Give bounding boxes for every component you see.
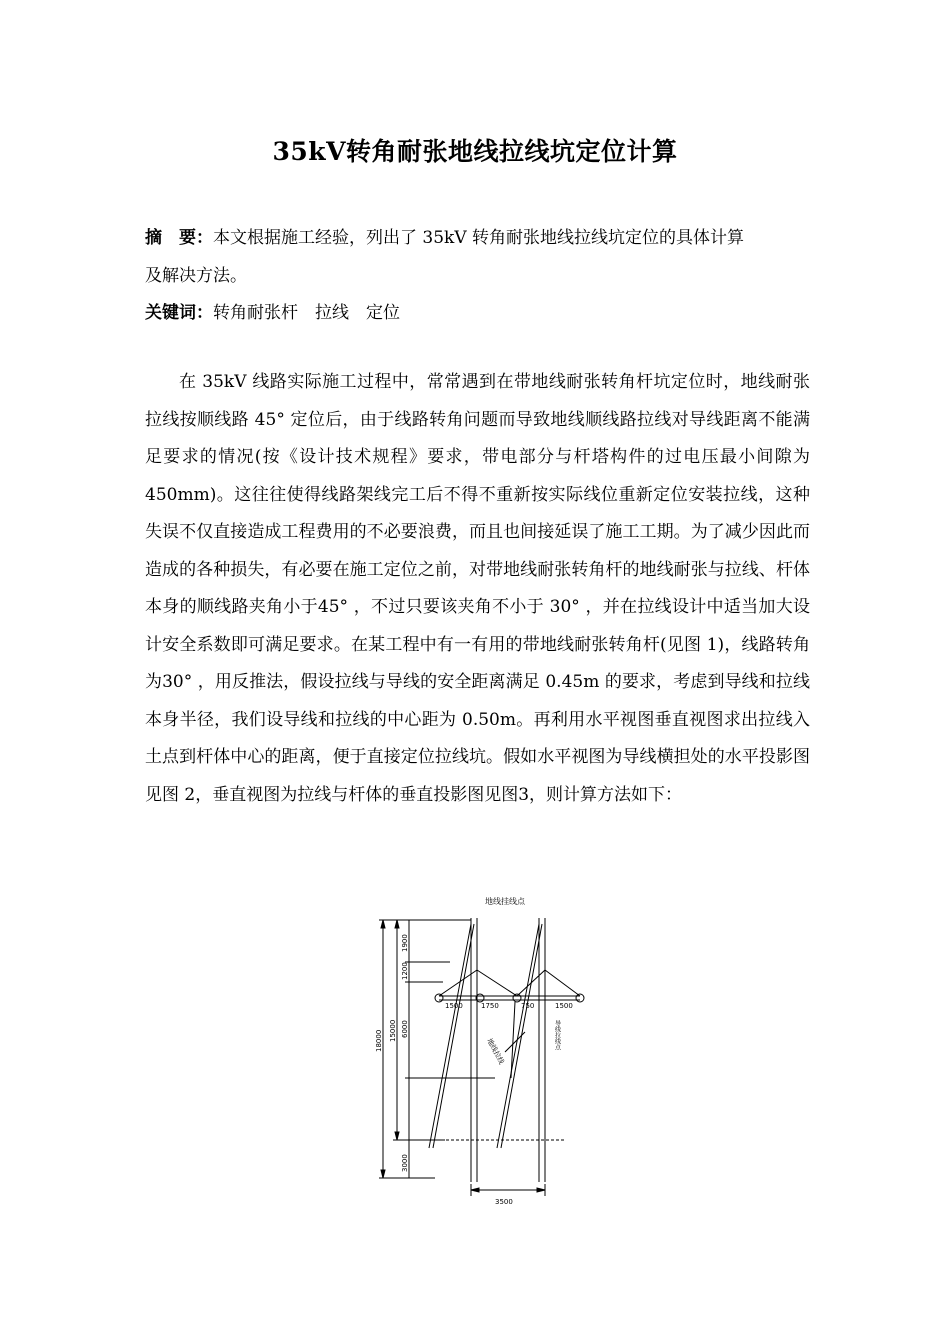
keywords-text: 转角耐张杆 拉线 定位 bbox=[213, 303, 400, 323]
figure-1-pole-drawing bbox=[375, 892, 585, 1207]
body-line: 为导线横担处的水平投影图见图 2，垂直视图为拉线与杆体的垂直投影图见图 bbox=[145, 747, 811, 805]
dim-3500: 3500 bbox=[495, 1198, 513, 1206]
dim-1200: 1200 bbox=[401, 962, 409, 980]
dim-3000: 3000 bbox=[401, 1154, 409, 1172]
dim-15000: 15000 bbox=[389, 1019, 397, 1042]
dim-1500-right: 1500 bbox=[555, 1002, 573, 1010]
body-line: 视图求出拉线入土点到杆体中心的距离，便于直接定位拉线坑。假如水平视图 bbox=[145, 709, 811, 767]
body-paragraph bbox=[145, 364, 810, 814]
body-line: 和拉线本身半径，我们设导线和拉线的中心距为 0.50m。再利用水平视图垂直 bbox=[145, 672, 810, 730]
dim-1500-left: 1500 bbox=[445, 1002, 463, 1010]
keywords-label: 关键词： bbox=[145, 303, 213, 323]
dim-750: 750 bbox=[521, 1002, 535, 1010]
dim-1900: 1900 bbox=[401, 934, 409, 952]
label-conductor-guy: 导线拉线点 bbox=[553, 1020, 561, 1050]
body-line: 间接延误了施工工期。为了减少因此而造成的各种损失，有必要在施工定位之 bbox=[145, 522, 811, 580]
abstract-text-1: 本文根据施工经验，列出了 35kV 转角耐张地线拉线坑定位的具体计算 bbox=[213, 228, 745, 248]
figure-top-label: 地线挂线点 bbox=[485, 897, 525, 906]
label-ground-wire-guy: 地线拉线 bbox=[485, 1037, 506, 1066]
abstract-section bbox=[145, 220, 810, 295]
keywords-section bbox=[145, 295, 810, 333]
body-line: 线耐张拉线按顺线路 45° 定位后，由于线路转角问题而导致地线顺线路拉线对 bbox=[145, 372, 810, 430]
body-line: 位重新定位安装拉线，这种失误不仅直接造成工程费用的不必要浪费，而且也 bbox=[145, 484, 810, 542]
body-line: 45° ，不过只要该夹角不小于 30° ，并在拉线设计中适当加大设计安全系数即 bbox=[145, 597, 810, 655]
body-line: 的过电压最小间隙为 450mm)。这往往使得线路架线完工后不得不重新按实际线 bbox=[145, 447, 811, 505]
body-line: 前，对带地线耐张转角杆的地线耐张与拉线、杆体本身的顺线路夹角小于 bbox=[145, 559, 811, 617]
body-line: 30° ，用反推法，假设拉线与导线的安全距离满足 0.45m 的要求，考虑到导线 bbox=[162, 672, 759, 692]
abstract-line-1 bbox=[145, 220, 810, 258]
body-line: 可满足要求。在某工程中有一有用的带地线耐张转角杆(见图 1)，线路转角为 bbox=[145, 634, 811, 692]
abstract-label: 摘 要： bbox=[145, 228, 213, 248]
body-line: 3，则计算方法如下： bbox=[518, 784, 683, 805]
document-title: 35kV转角耐张地线拉线坑定位计算 bbox=[272, 137, 678, 166]
body-line: 导线距离不能满足要求的情况(按《设计技术规程》要求，带电部分与杆塔构件 bbox=[145, 409, 810, 467]
dim-6000: 6000 bbox=[401, 1020, 409, 1038]
dim-1750: 1750 bbox=[481, 1002, 499, 1010]
abstract-line-2: 及解决方法。 bbox=[145, 265, 247, 286]
dim-18000: 18000 bbox=[375, 1029, 383, 1052]
body-line: 在 35kV 线路实际施工过程中，常常遇到在带地线耐张转角杆坑定位时，地 bbox=[179, 372, 759, 392]
